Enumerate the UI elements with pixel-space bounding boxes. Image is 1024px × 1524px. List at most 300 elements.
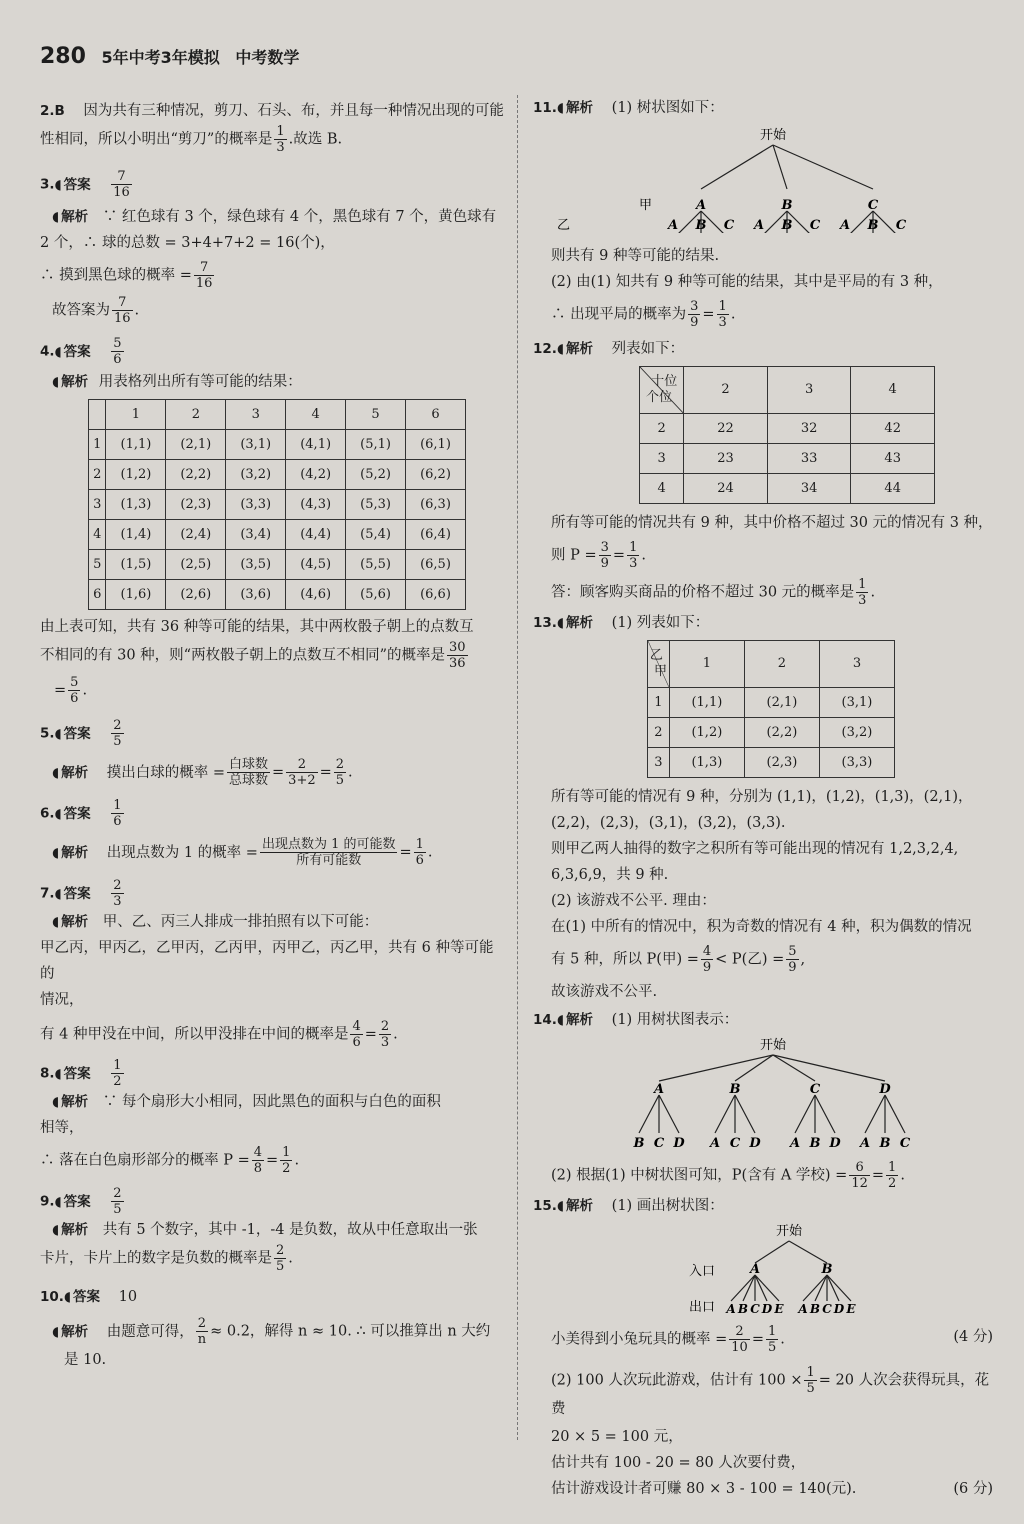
frac-den: 6	[113, 814, 122, 829]
answer-label: ◖ 答案	[55, 1194, 91, 1210]
tree-edges	[639, 1055, 905, 1133]
table-row	[89, 430, 466, 460]
table-row-header-cell: 3	[648, 748, 670, 778]
q2-line1: 因为共有三种情况，剪刀、石头、布，并且每一种情况出现的可能	[83, 103, 504, 119]
corner-bottom-label: 甲	[654, 664, 668, 679]
answer-label: ◖ 答案	[64, 1289, 100, 1305]
q3-a3: ∴ 摸到黑色球的概率 =	[40, 267, 192, 284]
table-cell: (4,2)	[286, 460, 346, 490]
q13-intro: (1) 列表如下：	[611, 615, 710, 631]
q13-pair-table	[647, 640, 895, 778]
table-row-header-cell: 2	[648, 718, 670, 748]
table-cell: (3,5)	[226, 550, 286, 580]
table-cell: (3,3)	[819, 748, 894, 778]
q7-f1	[350, 1019, 362, 1050]
q13-c6: 在(1) 中所有的情况中，积为奇数的情况有 4 种，积为偶数的情况	[551, 919, 972, 935]
tree-leaf: C	[895, 218, 907, 233]
q15-intro: (1) 画出树状图：	[611, 1198, 724, 1214]
frac-num: 1	[282, 1145, 291, 1160]
table-cell: (3,4)	[226, 520, 286, 550]
table-row	[89, 490, 466, 520]
table-cell: (2,1)	[166, 430, 226, 460]
frac-num: 5	[788, 944, 797, 959]
tree-node: D	[879, 1082, 891, 1097]
q3-block: 3.◖ 答案 $\frac{7}{16}$ ◖ 解析 ∵ 红色球有 3 个，绿色球有 4 个，黑色球有 7 个，黄色球有 2 个，∴ 球的总数 = 3+4+7+2 = 16(个)， ∴ 摸到黑色球的概率 = $\frac{7}{16}$ 故答案为 $\frac{7}{16}$ .	[40, 169, 505, 326]
q2-line2: 性相同，所以小明出“剪刀”的概率是	[40, 131, 273, 148]
q13-c1: 所有等可能的情况有 9 种，分别为 (1,1)，(1,2)，(1,3)，(2,1)，	[551, 789, 973, 805]
frac-den: 16	[114, 311, 131, 326]
frac-den: 2	[113, 1074, 122, 1089]
q3-a2: 2 个，∴ 球的总数 = 3+4+7+2 = 16(个)，	[40, 235, 335, 251]
q5-block: 5.◖ 答案 $\frac{2}{5}$ ◖ 解析 摸出白球的概率 = $\frac{\text{白球数}}{\text{总球数}}$ = $\frac{2}{3+2}$ = $\frac{2}{5}$ .	[40, 718, 505, 788]
frac-num: 1	[858, 577, 867, 592]
tree-leaf: C	[809, 218, 821, 233]
right-column	[533, 95, 993, 1502]
frac-num: 1	[415, 837, 424, 852]
q13-block: 13.◖ 解析 (1) 列表如下： 乙 甲 1 2 3 1 (1,1) (2,1) (3,1) 2 (1,2) (2,2) (3,2) 3 (1,3) (2,3) (3,3) 所有等可能的情况有 9 种，分别为 (1,1)，(1,2)，(1,3)，(2,1)， (2,2)，(2,3)，(3,1)，(3,2)，(3,3). 则甲乙两人抽得的数字之积所有等可能出现的情况有 1,2,3,2,4, 6,3,6,9，共 9 种. (2) 该游戏不公平. 理由： 在(1) 中所有的情况中，积为奇数的情况有 4 种，积为偶数的情况 有 5 种，所以 P(甲) = $\frac{4}{9}$ < P(乙) = $\frac{5}{9}$ , 故该游戏不公平.	[533, 610, 993, 1005]
left-column	[40, 95, 505, 1373]
q9-f	[274, 1243, 286, 1274]
table-row	[89, 460, 466, 490]
frac-den: 3	[113, 894, 122, 909]
table-cell: (1,1)	[106, 430, 166, 460]
q11-number: 11.	[533, 100, 557, 116]
frac-num: 4	[253, 1145, 263, 1160]
table-cell: (6,1)	[406, 430, 466, 460]
q4-dice-table	[88, 399, 466, 610]
table-cell: (1,4)	[106, 520, 166, 550]
frac-num: 4	[702, 944, 712, 959]
q7-a4: 有 4 种甲没在中间，所以甲没排在中间的概率是	[40, 1026, 349, 1043]
frac-num: 3	[600, 540, 609, 555]
table-header-cell: 4	[851, 367, 935, 414]
q9-block: 9.◖ 答案 $\frac{2}{5}$ ◖ 解析 共有 5 个数字，其中 -1，-4 是负数，故从中任意取出一张 卡片，卡片上的数字是负数的概率是 $\frac{2}{5}$ .	[40, 1186, 505, 1274]
q15-number: 15.	[533, 1198, 557, 1214]
frac-num: 1	[629, 540, 638, 555]
answer-label: ◖ 答案	[55, 726, 91, 742]
q14-block: 14.◖ 解析 (1) 用树状图表示： 开始 A B C D B C D A C D A B D A B C (2) 根据(1) 中树状图可知，P(含有 A 学校) = $\frac{6}{12}$ = $\frac{1}{2}$ .	[533, 1007, 993, 1191]
table-cell: (5,6)	[346, 580, 406, 610]
table-cell: (3,1)	[819, 688, 894, 718]
q7-answer	[111, 878, 123, 909]
table-cell: (1,2)	[669, 718, 744, 748]
q7-block: 7.◖ 答案 $\frac{2}{3}$ ◖ 解析 甲、乙、丙三人排成一排拍照有以下可能： 甲乙丙，甲丙乙，乙甲丙，乙丙甲，丙甲乙，丙乙甲，共有 6 种等可能的 情况， 有 4 种甲没在中间，所以甲没排在中间的概率是 $\frac{4}{6}$ = $\frac{2}{3}$ .	[40, 878, 505, 1050]
frac-den: 9	[600, 556, 609, 571]
frac-den: 3	[718, 315, 727, 330]
analysis-label: ◖ 解析	[557, 1012, 593, 1028]
q8-f2	[280, 1145, 292, 1176]
tree-label-exit: 出口	[689, 1300, 716, 1315]
book-title: 5年中考3年模拟	[101, 48, 220, 67]
q8-answer	[111, 1058, 123, 1089]
table-row-header-cell: 6	[89, 580, 106, 610]
tree-root: 开始	[759, 1038, 787, 1053]
q6-number: 6.	[40, 805, 55, 822]
table-cell: (5,4)	[346, 520, 406, 550]
q4-block: 4.◖ 答案 $\frac{5}{6}$ ◖ 解析 用表格列出所有等可能的结果： 1 2 3 4 5 6 1 (1,1) (2,1) (3,1) (4,1) (5,1) (6,1) 2 (1,2) (2,2) (3,2) (4,2) (5,2) (6,2) 3 (1,3) (2,3) (3,3) (4,3) (5,3) (6,3) 4 (1,4) (2,4) (3,4) (4,4) (5,4) (6,4) 5 (1,5) (2,5) (3,5) (4,5) (5,5) (6,5) 6 (1,6) (2,6) (3,6) (4,6) (5,6) (6,6) 由上表可知，共有 36 种等可能的结果，其中两枚骰子朝上的点数互 不相同的有 30 种，则“两枚骰子朝上的点数互不相同”的概率是 $\frac{30}{36}$ = $\frac{5}{6}$ .	[40, 336, 505, 706]
table-header-cell: 4	[286, 400, 346, 430]
tree-leaf: A	[667, 218, 679, 233]
q7-a1: 甲、乙、丙三人排成一排拍照有以下可能：	[102, 914, 379, 930]
q6-a: 出现点数为 1 的概率 =	[106, 844, 258, 861]
table-cell: (2,6)	[166, 580, 226, 610]
frac-den: 2	[888, 1176, 897, 1191]
tree-node: A	[695, 198, 707, 213]
table-row-header-cell: 3	[640, 444, 684, 474]
q3-a3-fraction	[194, 260, 215, 291]
q9-number: 9.	[40, 1193, 55, 1210]
table-cell: (5,3)	[346, 490, 406, 520]
q15-f1	[729, 1324, 750, 1355]
tree-leaf: B	[781, 218, 793, 233]
q15-tree-svg	[533, 1219, 993, 1315]
q7-a3: 情况，	[40, 992, 84, 1008]
q9-a2: 卡片，卡片上的数字是负数的概率是	[40, 1250, 272, 1267]
frac-den: 8	[253, 1161, 263, 1176]
table-cell: (2,5)	[166, 550, 226, 580]
page-header	[40, 44, 299, 69]
q14-tree-svg	[533, 1033, 993, 1151]
q12-price-table	[639, 366, 935, 504]
table-cell: (6,5)	[406, 550, 466, 580]
q2-block	[40, 98, 505, 155]
table-row-header-cell: 4	[640, 474, 684, 504]
tree-node: C	[809, 1082, 821, 1097]
table-row	[640, 444, 935, 474]
analysis-label: ◖ 解析	[52, 914, 88, 930]
q15-tree-diagram	[533, 1219, 993, 1324]
tree-node: B	[821, 1262, 833, 1277]
q4-c3-fraction	[68, 675, 80, 706]
frac-den: 5	[113, 734, 122, 749]
q6-f2	[414, 837, 426, 868]
tree-leaf: C	[899, 1136, 911, 1151]
frac-den: n	[197, 1332, 207, 1347]
table-row-header-cell: 3	[89, 490, 106, 520]
tree-leaf: A	[839, 218, 851, 233]
frac-num: 2	[380, 1019, 390, 1034]
table-cell: (1,3)	[669, 748, 744, 778]
frac-num: 2	[286, 757, 317, 773]
table-cell: (4,6)	[286, 580, 346, 610]
q15-c1: 小美得到小兔玩具的概率 =	[551, 1331, 728, 1348]
answer-label: ◖ 答案	[55, 886, 91, 902]
q5-number: 5.	[40, 725, 55, 742]
frac-den: 3	[276, 140, 285, 155]
tree-label-yi: 乙	[557, 218, 571, 233]
q8-f1	[252, 1145, 264, 1176]
frac-den: 16	[113, 185, 130, 200]
analysis-label: ◖ 解析	[557, 1198, 593, 1214]
q13-c3: 则甲乙两人抽得的数字之积所有等可能出现的情况有 1,2,3,2,4,	[551, 841, 959, 857]
table-header-cell: 1	[669, 641, 744, 688]
table-cell: 23	[684, 444, 768, 474]
q15-f3	[804, 1365, 816, 1396]
q12-f2	[627, 540, 639, 571]
frac-num: 2	[113, 878, 122, 893]
q15-score2: (6 分)	[953, 1481, 993, 1497]
tree-node: A	[749, 1262, 761, 1277]
frac-den: 5	[806, 1381, 815, 1396]
frac-den: 16	[195, 276, 213, 291]
table-cell: (6,3)	[406, 490, 466, 520]
q3-a4: 故答案为	[52, 302, 110, 319]
table-row-header-cell: 5	[89, 550, 106, 580]
frac-num: 30	[449, 640, 466, 655]
table-cell: (2,4)	[166, 520, 226, 550]
q11-tree-bottom	[533, 218, 993, 243]
q14-number: 14.	[533, 1012, 557, 1028]
table-row	[648, 688, 895, 718]
table-row-header-cell: 2	[640, 414, 684, 444]
table-cell: (6,2)	[406, 460, 466, 490]
q13-c5: (2) 该游戏不公平. 理由：	[551, 893, 716, 909]
frac-den: 3	[629, 556, 638, 571]
table-header-cell: 1	[106, 400, 166, 430]
tree-leaf: A	[709, 1136, 721, 1151]
table-cell: 33	[767, 444, 851, 474]
frac-num: 1	[718, 299, 727, 314]
table-cell: 32	[767, 414, 851, 444]
table-row	[89, 580, 466, 610]
frac-num: 2	[113, 1186, 122, 1201]
analysis-label: ◖ 解析	[52, 1094, 88, 1110]
table-row	[640, 474, 935, 504]
tree-leaf: B	[633, 1136, 645, 1151]
table-corner-cell	[648, 641, 670, 688]
tree-leaf: A	[859, 1136, 871, 1151]
table-cell: (2,2)	[166, 460, 226, 490]
tree-leaf: C	[729, 1136, 741, 1151]
q12-c2: 则 P =	[551, 547, 597, 564]
q12-c3: 答：顾客购买商品的价格不超过 30 元的概率是	[551, 584, 855, 601]
q15-block: 15.◖ 解析 (1) 画出树状图： 开始 入口 出口 A B A B C D E A B C D E 小美得到小兔玩具的概率 = $\frac{2}{10}$ = $\frac{1}{5}$ . (4 分) (2) 100 人次玩此游戏，估计有 100 × $\frac{1}{5}$ = 20 人次会获得玩具，花费 20 × 5 = 100 元， 估计共有 100 - 20 = 80 人次要付费， 估计游戏设计者可赚 80 × 3 - 100 = 140(元). (6 分)	[533, 1193, 993, 1502]
table-cell: (4,1)	[286, 430, 346, 460]
frac-den: 12	[851, 1176, 868, 1191]
q11-c2: (2) 由(1) 知共有 9 种等可能的结果，其中是平局的有 3 种，	[551, 274, 943, 290]
q4-answer	[111, 336, 123, 367]
tree-leaf: D	[761, 1302, 773, 1315]
table-cell: 34	[767, 474, 851, 504]
q5-f2	[286, 757, 317, 788]
table-header-cell: 5	[346, 400, 406, 430]
frac-num: 1	[113, 798, 122, 813]
q3-a4-fraction	[112, 295, 133, 326]
frac-num: 5	[70, 675, 79, 690]
table-cell: (3,6)	[226, 580, 286, 610]
frac-num: 4	[352, 1019, 361, 1034]
table-cell: (1,6)	[106, 580, 166, 610]
frac-num: 2	[113, 718, 122, 733]
frac-num: 5	[113, 336, 122, 351]
frac-num: 1	[888, 1160, 897, 1175]
table-header-cell: 2	[684, 367, 768, 414]
table-cell: (5,1)	[346, 430, 406, 460]
tree-leaf: B	[809, 1302, 821, 1315]
q12-intro: 列表如下：	[611, 341, 685, 357]
q6-f1	[260, 837, 398, 868]
q14-f1	[849, 1160, 870, 1191]
table-cell: (1,2)	[106, 460, 166, 490]
tree-leaf: A	[753, 218, 765, 233]
frac-den: 6	[415, 853, 424, 868]
tree-leaf: B	[737, 1302, 749, 1315]
analysis-label: ◖ 解析	[557, 341, 593, 357]
table-row-header-cell: 4	[89, 520, 106, 550]
frac-num: 1	[113, 1058, 122, 1073]
frac-den: 5	[276, 1259, 285, 1274]
tree-leaf: C	[822, 1302, 832, 1315]
tree-root: 开始	[759, 128, 787, 143]
table-cell: (2,3)	[744, 748, 819, 778]
q13-c8: 故该游戏不公平.	[551, 984, 658, 1000]
q12-c1: 所有等可能的情况共有 9 种，其中价格不超过 30 元的情况有 3 种，	[551, 515, 993, 531]
frac-den: 10	[731, 1340, 748, 1355]
tree-label-entry: 入口	[689, 1264, 716, 1279]
q14-c1: (2) 根据(1) 中树状图可知，P(含有 A 学校) =	[551, 1167, 848, 1184]
q4-c2: 不相同的有 30 种，则“两枚骰子朝上的点数互不相同”的概率是	[40, 647, 445, 664]
tree-leaf: C	[653, 1136, 665, 1151]
analysis-label: ◖ 解析	[52, 1222, 88, 1238]
q4-c2-fraction	[447, 640, 468, 671]
table-cell: (2,1)	[744, 688, 819, 718]
table-cell: 43	[851, 444, 935, 474]
table-row-header-cell: 1	[648, 688, 670, 718]
frac-den: 5	[767, 1340, 777, 1355]
table-cell: (6,6)	[406, 580, 466, 610]
table-row	[640, 414, 935, 444]
q13-number: 13.	[533, 615, 557, 631]
frac-num: 3	[690, 299, 699, 314]
q5-f3	[334, 757, 346, 788]
table-header-cell: 3	[819, 641, 894, 688]
frac-den: 所有可能数	[296, 853, 362, 868]
frac-den: 9	[788, 960, 797, 975]
q5-f1	[227, 757, 270, 788]
q14-intro: (1) 用树状图表示：	[611, 1012, 739, 1028]
q5-answer	[111, 718, 123, 749]
q8-number: 8.	[40, 1065, 55, 1082]
table-cell: (1,3)	[106, 490, 166, 520]
q6-block: 6.◖ 答案 $\frac{1}{6}$ ◖ 解析 出现点数为 1 的概率 = $\frac{\text{出现点数为 1 的可能数}}{\text{所有可能数}}$ = $\frac{1}{6}$ .	[40, 798, 505, 868]
frac-num: 出现点数为 1 的可能数	[261, 837, 396, 852]
frac-num: 7	[112, 295, 133, 311]
table-header-row	[89, 400, 466, 430]
column-divider	[517, 95, 518, 1440]
q4-number: 4.	[40, 343, 55, 360]
q10-answer: 10	[118, 1289, 138, 1305]
table-cell: 22	[684, 414, 768, 444]
tree-leaf: A	[789, 1136, 801, 1151]
analysis-label: ◖ 解析	[52, 209, 88, 225]
table-row	[648, 718, 895, 748]
tree-leaf: E	[846, 1302, 856, 1315]
table-cell: (1,1)	[669, 688, 744, 718]
q15-c3: 20 × 5 = 100 元，	[551, 1429, 683, 1445]
q13-c2: (2,2)，(2,3)，(3,1)，(3,2)，(3,3).	[551, 815, 786, 831]
q7-number: 7.	[40, 885, 55, 902]
table-cell: (3,3)	[226, 490, 286, 520]
q10-block	[40, 1284, 505, 1373]
frac-num: 7	[111, 169, 132, 185]
tree-leaf: D	[833, 1302, 845, 1315]
table-header-cell	[89, 400, 106, 430]
tree-leaf: B	[879, 1136, 891, 1151]
table-row-header-cell: 1	[89, 430, 106, 460]
q7-a2: 甲乙丙，甲丙乙，乙甲丙，乙丙甲，丙甲乙，丙乙甲，共有 6 种等可能的	[40, 940, 494, 982]
tree-leaf: B	[867, 218, 879, 233]
q2-line2-end: .故选 B.	[288, 131, 343, 148]
q14-f2	[886, 1160, 898, 1191]
q8-a1: ∵ 每个扇形大小相同，因此黑色的面积与白色的面积	[102, 1094, 441, 1110]
frac-den: 6	[70, 691, 79, 706]
q5-a: 摸出白球的概率 =	[106, 764, 225, 781]
table-header-cell: 2	[166, 400, 226, 430]
q3-number: 3.	[40, 176, 55, 193]
frac-den: 5	[113, 1202, 122, 1217]
q2-fraction	[274, 124, 286, 155]
frac-num: 7	[194, 260, 215, 276]
corner-top-label: 十位	[651, 374, 678, 389]
frac-den: 9	[690, 315, 699, 330]
corner-bottom-label: 个位	[646, 390, 673, 405]
frac-num: 2	[335, 757, 345, 772]
q4-c3: =	[54, 682, 67, 699]
table-cell: (3,2)	[819, 718, 894, 748]
tree-leaf: E	[774, 1302, 784, 1315]
q3-answer	[111, 169, 132, 200]
table-cell: (3,1)	[226, 430, 286, 460]
q3-a1: ∵ 红色球有 3 个，绿色球有 4 个，黑色球有 7 个，黄色球有	[102, 209, 497, 225]
q9-answer	[111, 1186, 123, 1217]
table-cell: (4,5)	[286, 550, 346, 580]
q12-block: 12.◖ 解析 列表如下： 十位 个位 2 3 4 2 22 32 42 3 23 33 43 4 24 34 44 所有等可能的情况共有 9 种，其中价格不超过 30 元的情况有 3 种， 则 P = $\frac{3}{9}$ = $\frac{1}{3}$ . 答：顾客购买商品的价格不超过 30 元的概率是 $\frac{1}{3}$ .	[533, 336, 993, 608]
tree-leaf: B	[695, 218, 707, 233]
q12-f3	[856, 577, 868, 608]
table-header-cell: 3	[767, 367, 851, 414]
frac-den: 6	[113, 352, 122, 367]
table-header-cell: 6	[406, 400, 466, 430]
analysis-label: ◖ 解析	[52, 374, 88, 390]
table-cell: (4,4)	[286, 520, 346, 550]
table-cell: (2,2)	[744, 718, 819, 748]
q10-a1: 由题意可得，	[106, 1323, 194, 1340]
q11-block: 11.◖ 解析 (1) 树状图如下： 开始 甲 A B C 乙 A B C A B C A B C 则共有 9 种等可能的结果. (2) 由(1) 知共有 9 种等可能的结果，其中是平局的有 3 种， ∴ 出现平局的概率为 $\frac{3}{9}$ = $\frac{1}{3}$ .	[533, 95, 993, 330]
frac-den: 36	[449, 656, 466, 671]
table-cell: (3,2)	[226, 460, 286, 490]
table-cell: (6,4)	[406, 520, 466, 550]
q7-f2	[379, 1019, 391, 1050]
corner-top-label: 乙	[649, 648, 663, 663]
table-header-cell: 3	[226, 400, 286, 430]
frac-den: 2	[282, 1161, 291, 1176]
tree-label-jia: 甲	[639, 198, 653, 213]
table-corner-cell	[640, 367, 684, 414]
analysis-label: ◖ 解析	[52, 1324, 88, 1340]
q9-a1: 共有 5 个数字，其中 -1，-4 是负数，故从中任意取出一张	[102, 1222, 478, 1238]
table-cell: (5,5)	[346, 550, 406, 580]
analysis-label: ◖ 解析	[557, 615, 593, 631]
frac-den: 9	[702, 960, 712, 975]
table-cell: (1,5)	[106, 550, 166, 580]
q13-c7: 有 5 种，所以 P(甲) =	[551, 951, 699, 968]
analysis-label: ◖ 解析	[52, 765, 88, 781]
q10-f	[196, 1316, 208, 1347]
q15-f2	[766, 1324, 778, 1355]
q13-f2	[786, 944, 798, 975]
q15-c2b: = 20 人次会获得玩具，花费	[551, 1372, 990, 1417]
q15-c2: (2) 100 人次玩此游戏，估计有 100 ×	[551, 1372, 803, 1389]
